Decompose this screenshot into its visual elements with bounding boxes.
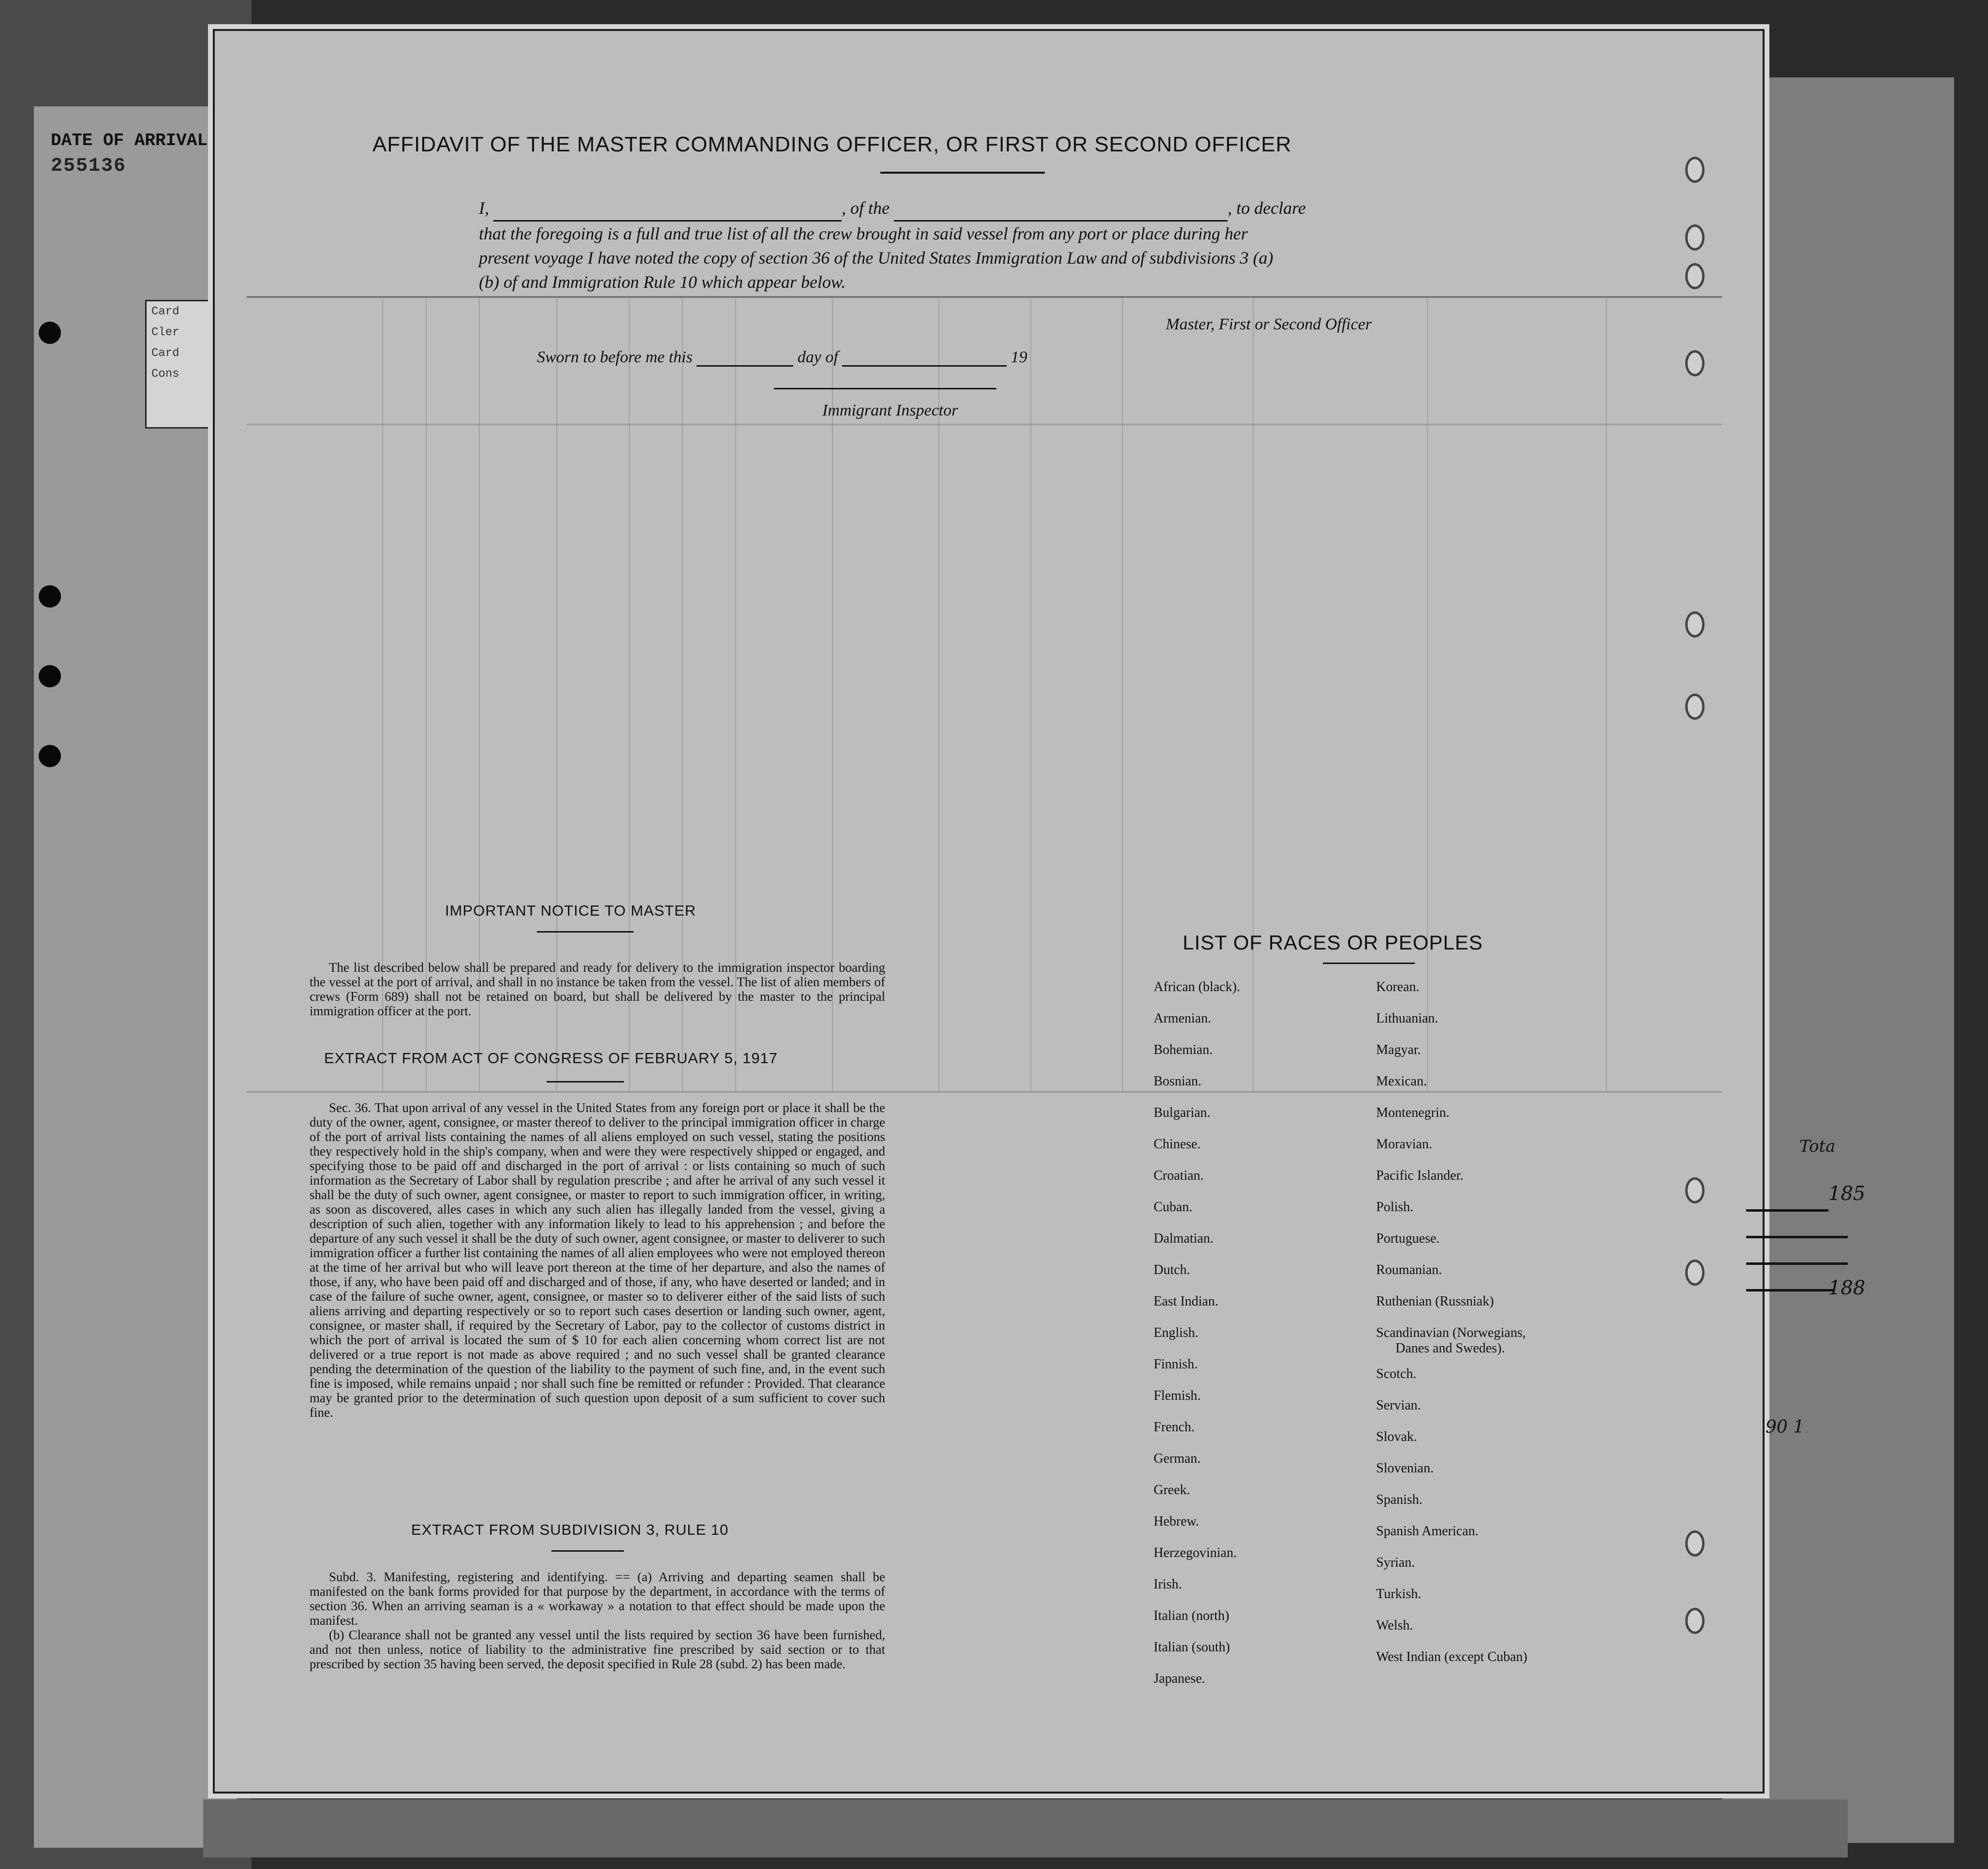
ghost-column — [1606, 298, 1607, 1091]
ghost-header-rule — [247, 424, 1722, 425]
race-item: Mexican. — [1376, 1074, 1427, 1089]
race-item: Bulgarian. — [1154, 1105, 1211, 1120]
binder-hole — [39, 745, 61, 767]
rule-title: EXTRACT FROM SUBDIVISION 3, RULE 10 — [411, 1521, 729, 1538]
binder-hole — [39, 585, 61, 608]
race-item: Dalmatian. — [1154, 1231, 1214, 1246]
race-item: Welsh. — [1376, 1618, 1413, 1633]
race-item: Slovak. — [1376, 1429, 1417, 1444]
decl-i: I, — [479, 198, 489, 218]
arrival-tag — [51, 131, 208, 177]
rule-text — [310, 1570, 885, 1671]
races-title: LIST OF RACES OR PEOPLES — [1183, 931, 1483, 954]
sworn-label: Sworn to before me this — [537, 348, 693, 366]
handwritten-line — [1746, 1262, 1848, 1265]
race-item: Chinese. — [1154, 1137, 1201, 1152]
ghost-column — [1030, 298, 1031, 1091]
list-number: 255136 — [51, 155, 127, 177]
binder-ring — [1685, 157, 1705, 183]
race-item: Croatian. — [1154, 1168, 1204, 1183]
title-rule — [880, 172, 1045, 174]
handwritten-mark: 90 1 — [1765, 1417, 1805, 1437]
race-item: English. — [1154, 1325, 1199, 1340]
declaration-line: that the foregoing is a full and true list of all the crew brought in said vessel from any port or place during her — [479, 224, 1248, 243]
race-item: Herzegovinian. — [1154, 1545, 1237, 1560]
race-item: Cuban. — [1154, 1200, 1193, 1215]
race-item: Korean. — [1376, 979, 1420, 994]
binder-hole — [39, 322, 61, 344]
act-title: EXTRACT FROM ACT OF CONGRESS OF FEBRUARY 5, 1917 — [324, 1050, 778, 1067]
race-item: Italian (south) — [1154, 1640, 1230, 1655]
binder-ring — [1685, 1177, 1705, 1203]
binder-ring — [1685, 263, 1705, 289]
race-item: Scandinavian (Norwegians, — [1376, 1325, 1526, 1340]
binder-ring — [1685, 1530, 1705, 1557]
sworn-line — [537, 348, 1027, 367]
race-item-scandinavian — [1376, 1325, 1528, 1366]
master-signature-label: Master, First or Second Officer — [1166, 315, 1372, 333]
race-item: Greek. — [1154, 1483, 1190, 1498]
race-item: Flemish. — [1154, 1388, 1201, 1403]
race-item: Armenian. — [1154, 1011, 1211, 1026]
binder-ring — [1685, 1260, 1705, 1286]
race-item: Montenegrin. — [1376, 1105, 1450, 1120]
inspector-signature-line[interactable] — [774, 388, 996, 389]
year-label: 19 — [1010, 348, 1027, 366]
race-item: Pacific Islander. — [1376, 1168, 1464, 1183]
race-item: Portuguese. — [1376, 1231, 1440, 1246]
card-line: Cler — [151, 326, 179, 339]
decl-of-the: , of the — [842, 198, 890, 218]
race-item: Finnish. — [1154, 1357, 1198, 1372]
race-item: Roumanian. — [1376, 1262, 1442, 1277]
handwritten-line — [1746, 1236, 1848, 1238]
handwritten-total: Tota — [1799, 1137, 1836, 1156]
section-rule — [1323, 963, 1415, 964]
binder-ring — [1685, 224, 1705, 251]
act-text — [310, 1100, 885, 1420]
inspector-label: Immigrant Inspector — [822, 401, 958, 419]
race-item: Ruthenian (Russniak) — [1376, 1294, 1494, 1309]
sworn-day-field[interactable] — [697, 349, 793, 367]
race-item: Japanese. — [1154, 1671, 1205, 1686]
background-page-bottom — [203, 1799, 1848, 1857]
section-rule — [551, 1550, 624, 1552]
card-line: Cons — [151, 368, 179, 381]
sworn-month-field[interactable] — [842, 349, 1007, 367]
race-item: East Indian. — [1154, 1294, 1218, 1309]
vessel-name-field[interactable] — [894, 196, 1228, 222]
race-item: Turkish. — [1376, 1587, 1422, 1602]
race-item: Irish. — [1154, 1577, 1182, 1592]
rule-paragraph-b: (b) Clearance shall not be granted any vessel until the lists required by section 36 have been furnished, and not then unless, notice of liability to the administrative fine prescribed by said section or to that prescribed by section 35 having been served, the deposit specified in Rule 28 (subd. 2) has been made. — [310, 1628, 885, 1671]
declaration-line: (b) of and Immigration Rule 10 which appear below. — [479, 272, 846, 292]
act-paragraph: Sec. 36. That upon arrival of any vessel in the United States from any foreign port or place it shall be the duty of the owner, agent, consignee, or master thereof to deliver to the principal immigration officer in charge of the port of arrival lists containing the names of all aliens employed on such vessel, stating the positions they respectively hold in the ship's company, when and were they were respectively shipped or engaged, and specifying those to be paid off and discharged in the port of arrival : or lists containing so much of such information as the Secretary of Labor shall by regulation prescribe ; and after he arrival of any such vessel it shall be the duty of such owner, agent consignee, or master to report to such immigration officer, in writing, as soon as discovered, alles cases in which any such alien has illegally landed from the vessel, giving a description of such alien, together with any information likely to lead to his apprehension ; and before the departure of any such vessel it shall be the duty of such owner, agent consignee, or master to deliverer to such immigration officer a further list containing the names of all alien employees who were not employed thereon at the time of her arrival but who will leave port thereon at the time of her departure, and also the names of those, if any, who have been paid off and discharged and of those, if any, who have deserted or landed; and in case of the failure of suche owner, agent, consignee, or master so to deliverer either of the said lists of such aliens arriving and departing respectively or so to report such cases desertion or landing such owner, agent, consignee, or master shall, if required by the Secretary of Labor, pay to the collector of customs district in which the port of arrival is located the sum of $ 10 for each alien concerning whom correct list are not delivered or a true report is not made as above required ; and no such vessel shall be granted clearance pending the determination of the question of the liability to the payment of such fine, and, in the event such fine is imposed, while remains unpaid ; nor shall such fine be remitted or refunder : Provided. That clearance may be granted prior to the determination of such question upon deposit of a sum sufficient to cover such fine. — [310, 1100, 885, 1420]
race-item: Spanish American. — [1376, 1524, 1479, 1539]
ghost-column — [1122, 298, 1123, 1091]
race-item: Hebrew. — [1154, 1514, 1199, 1529]
section-rule — [547, 1081, 624, 1083]
race-item: French. — [1154, 1420, 1195, 1435]
affidavit-title: AFFIDAVIT OF THE MASTER COMMANDING OFFICER, OR FIRST OR SECOND OFFICER — [372, 133, 1292, 156]
section-rule — [537, 931, 634, 933]
declaration-line — [479, 196, 1446, 222]
race-item: Slovenian. — [1376, 1461, 1434, 1476]
race-item: Servian. — [1376, 1398, 1421, 1413]
race-item: Lithuanian. — [1376, 1011, 1439, 1026]
decl-to-declare: , to declare — [1227, 198, 1306, 218]
races-right-column — [1376, 979, 1528, 1681]
arrival-label: DATE OF ARRIVAL — [51, 131, 208, 150]
race-item: Magyar. — [1376, 1042, 1421, 1057]
master-name-field[interactable] — [493, 196, 842, 222]
race-item: West Indian (except Cuban) — [1376, 1649, 1528, 1664]
race-item-cont: Danes and Swedes). — [1395, 1341, 1505, 1356]
race-item: African (black). — [1154, 979, 1240, 994]
race-item: Italian (north) — [1154, 1608, 1230, 1623]
card-line: Card — [151, 347, 179, 360]
race-item: Scotch. — [1376, 1366, 1417, 1381]
notice-title: IMPORTANT NOTICE TO MASTER — [445, 902, 697, 919]
binder-hole — [39, 665, 61, 687]
notice-text — [310, 960, 885, 1018]
binder-ring — [1685, 1608, 1705, 1634]
handwritten-mark: 188 — [1828, 1277, 1866, 1299]
notice-paragraph: The list described below shall be prepared and ready for delivery to the immigration inspector boarding the vessel at the port of arrival, and shall in no instance be taken from the vessel. The list of alien members of crews (Form 689) shall not be retained on board, but shall be delivered by the master to the principal immigration officer at the port. — [310, 960, 885, 1018]
handwritten-mark: 185 — [1828, 1183, 1866, 1205]
race-item: Dutch. — [1154, 1262, 1190, 1277]
declaration — [479, 196, 1446, 294]
race-item: Syrian. — [1376, 1555, 1415, 1570]
card-line: Card — [151, 305, 179, 318]
ghost-column — [1427, 298, 1428, 1091]
day-of-label: day of — [797, 348, 838, 366]
race-item: Polish. — [1376, 1200, 1414, 1215]
race-item: German. — [1154, 1451, 1201, 1466]
race-item: Bosnian. — [1154, 1074, 1202, 1089]
races-left-column — [1154, 979, 1240, 1703]
handwritten-line — [1746, 1209, 1828, 1212]
declaration-line: present voyage I have noted the copy of section 36 of the United States Immigration Law and of subdivisions 3 (a) — [479, 248, 1274, 267]
race-item: Moravian. — [1376, 1137, 1432, 1152]
race-item: Spanish. — [1376, 1492, 1423, 1507]
rule-paragraph-a: Subd. 3. Manifesting, registering and identifying. == (a) Arriving and departing seamen shall be manifested on the bank forms provided for that purpose by the department, in accordance with the terms of section 36. When an arriving seaman is a « workaway » a notation to that effect should be made upon the manifest. — [310, 1570, 885, 1628]
handwritten-line — [1746, 1289, 1833, 1291]
ghost-column — [1253, 298, 1254, 1091]
race-item: Bohemian. — [1154, 1042, 1213, 1057]
